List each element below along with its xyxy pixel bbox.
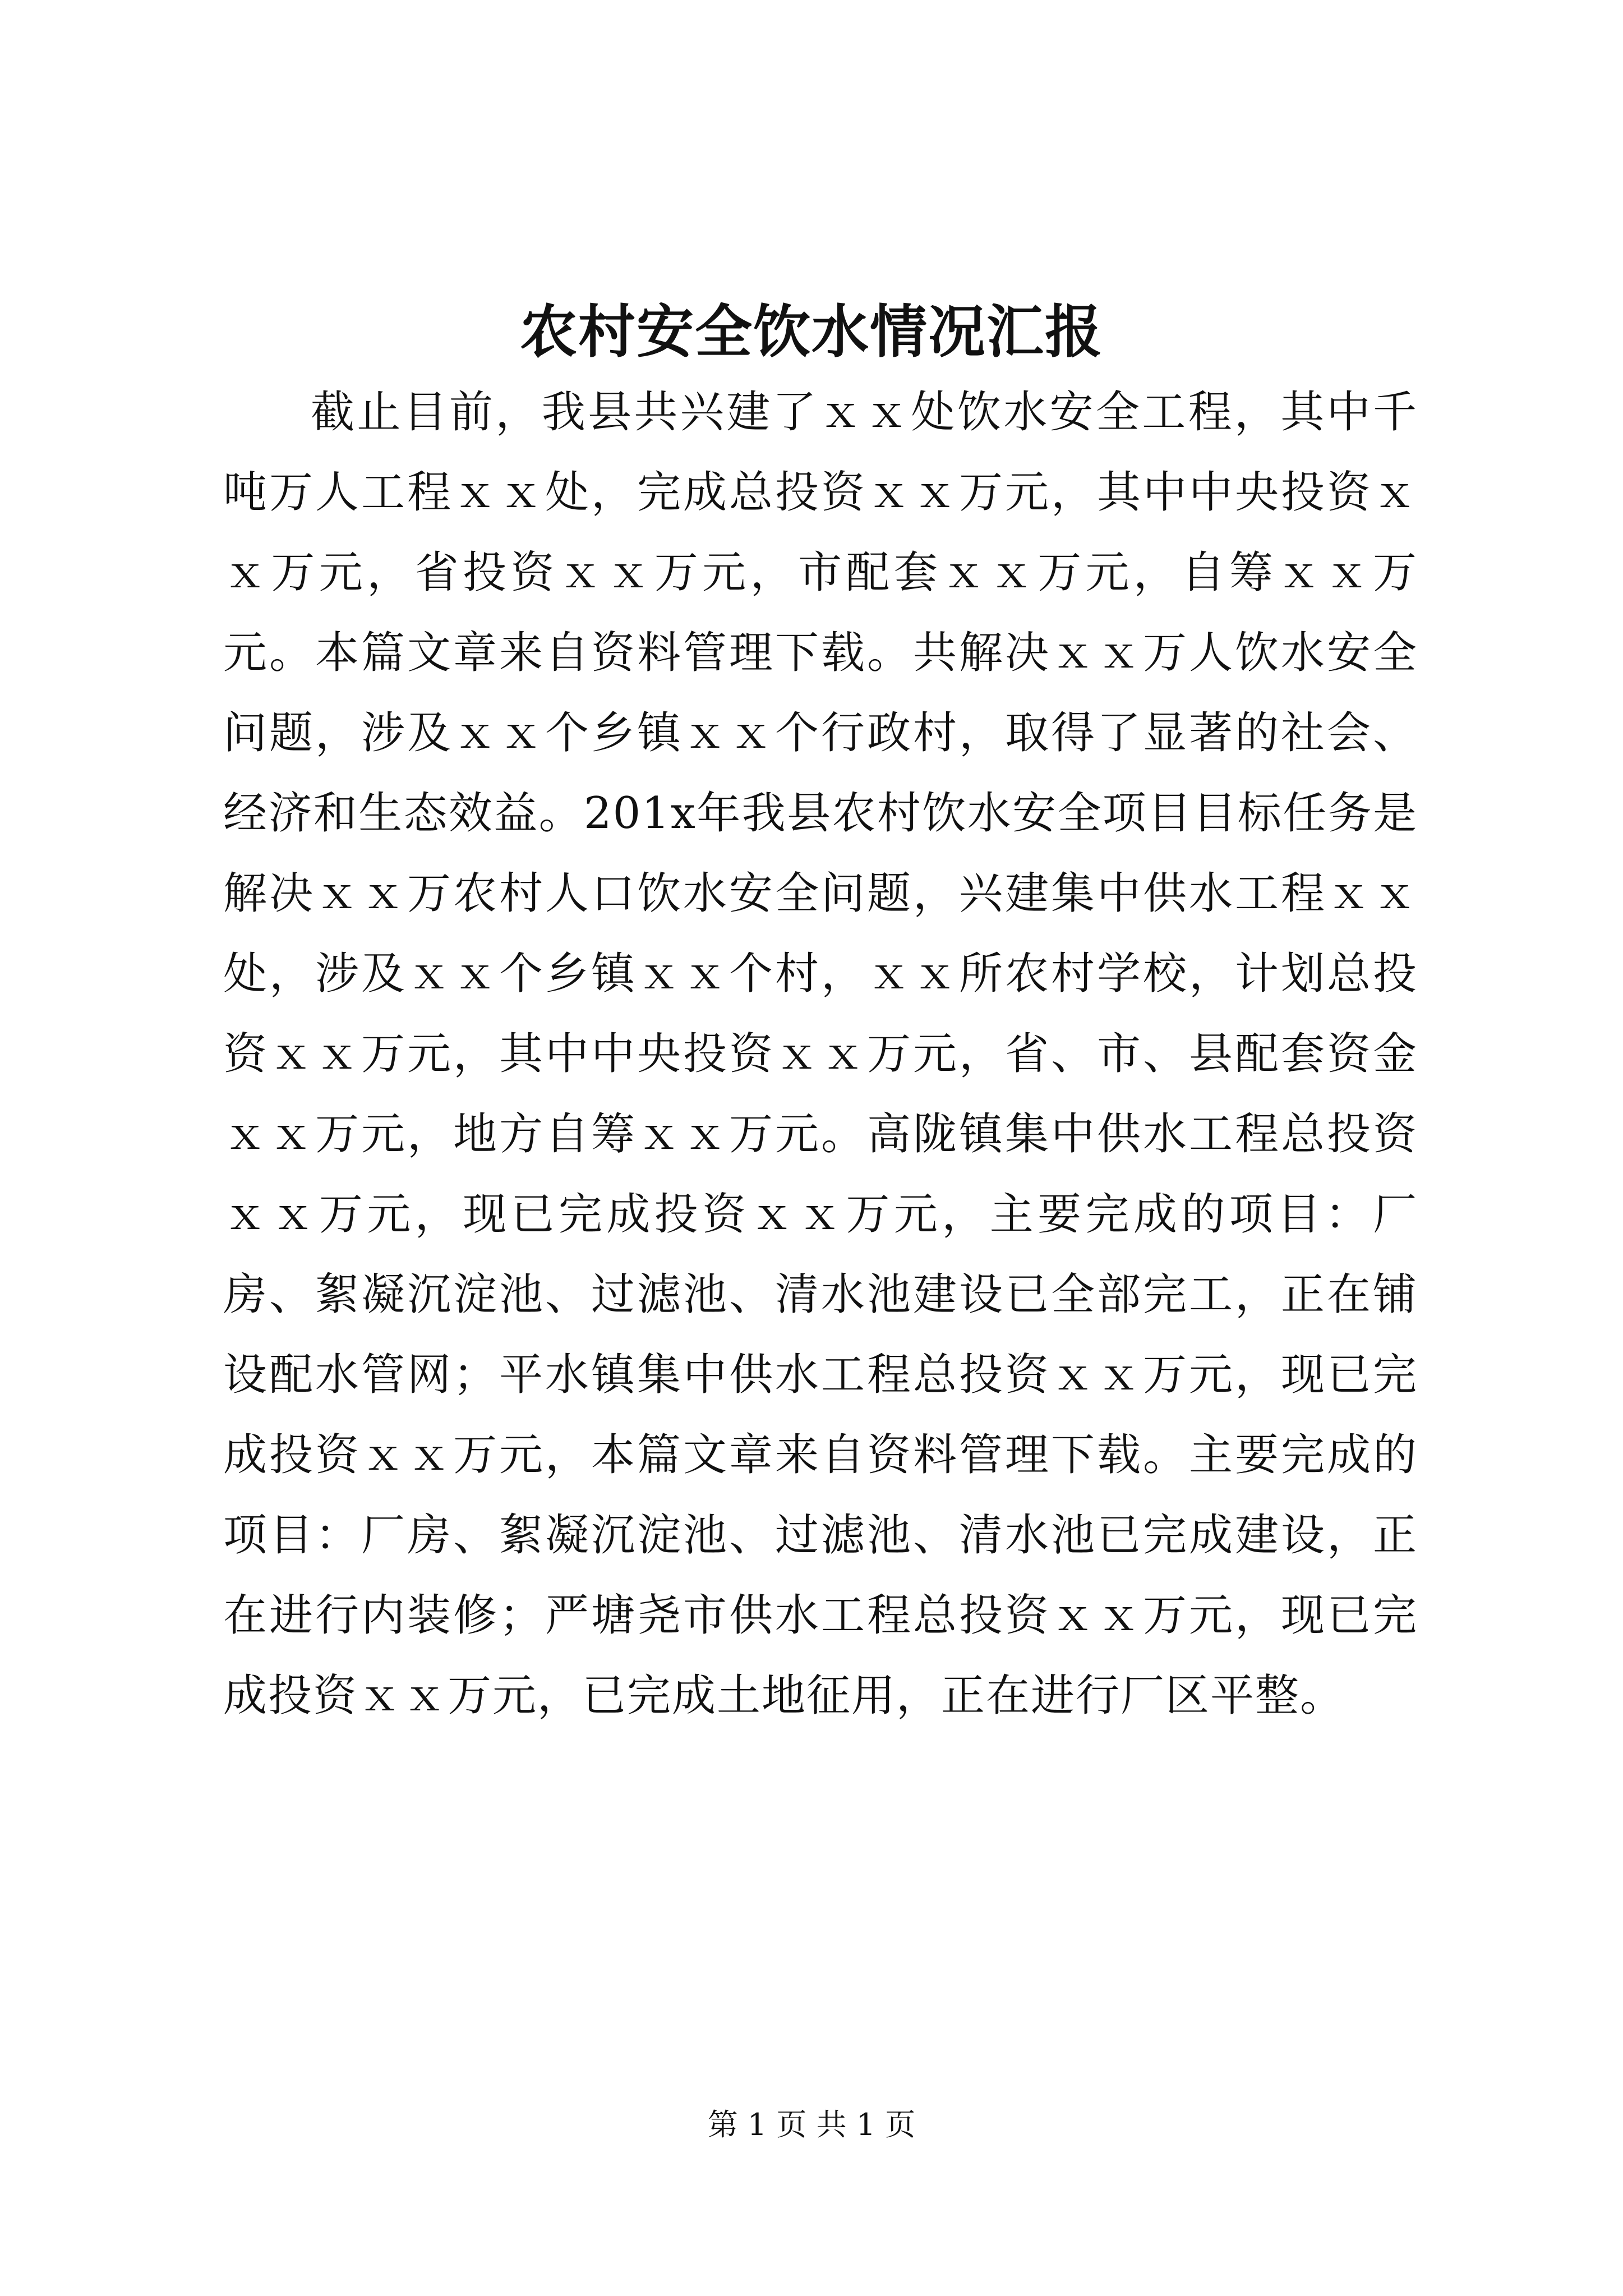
document-title: 农村安全饮水情况汇报 [520,298,1103,366]
page-footer: 第 1 页 共 1 页 [707,2107,916,2142]
body-paragraph: 截止目前，我县共兴建了ｘｘ处饮水安全工程，其中千吨万人工程ｘｘ处，完成总投资ｘｘ万元，其中中央投资ｘｘ万元，省投资ｘｘ万元，市配套ｘｘ万元，自筹ｘｘ万元。本篇文章来自资料管理下载。共解决ｘｘ万人饮水安全问题，涉及ｘｘ个乡镇ｘｘ个行政村，取得了显著的社会、经济和生态效益。201x年我县农村饮水安全项目目标任务是解决ｘｘ万农村人口饮水安全问题，兴建集中供水工程ｘｘ处，涉及ｘｘ个乡镇ｘｘ个村，ｘｘ所农村学校，计划总投资ｘｘ万元，其中中央投资ｘｘ万元，省、市、县配套资金ｘｘ万元，地方自筹ｘｘ万元。高陇镇集中供水工程总投资ｘｘ万元，现已完成投资ｘｘ万元，主要完成的项目：厂房、絮凝沉淀池、过滤池、清水池建设已全部完工，正在铺设配水管网；平水镇集中供水工程总投资ｘｘ万元，现已完成投资ｘｘ万元，本篇文章来自资料管理下载。主要完成的项目：厂房、絮凝沉淀池、过滤池、清水池已完成建设，正在进行内装修；严塘尧市供水工程总投资ｘｘ万元，现已完成投资ｘｘ万元，已完成土地征用，正在进行厂区平整。 [223,387,1418,1721]
